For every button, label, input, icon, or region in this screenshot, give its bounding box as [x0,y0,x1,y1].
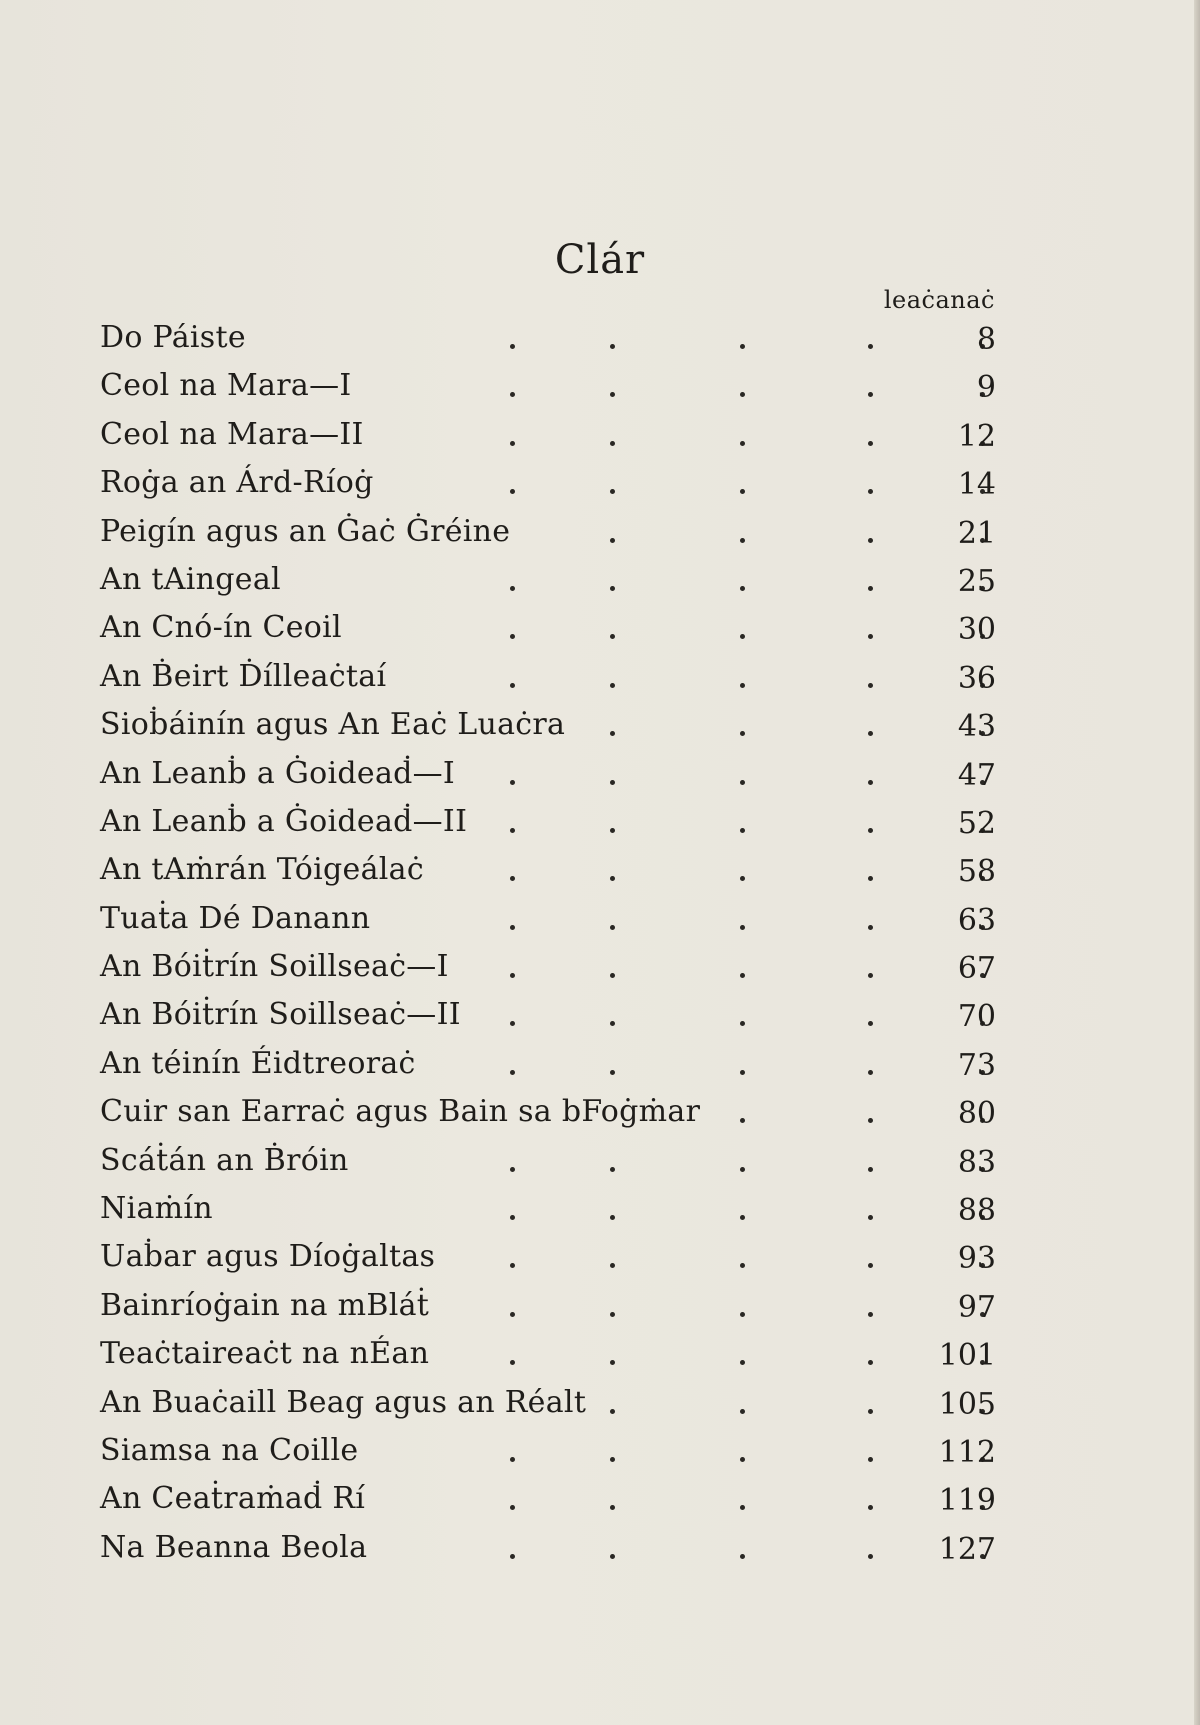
leader-dot [740,1505,745,1510]
toc-entry-title: An Buaċaill Beag agus an Réalt [100,1384,587,1420]
toc-entry-title: Roġa an Árd-Ríoġ [100,465,374,501]
leader-dot [868,683,873,688]
toc-entry-page: 30 [957,612,996,648]
leader-dot [510,441,515,446]
toc-entry-title: Tuaṫa Dé Danann [100,900,371,936]
leader-dot [740,1360,745,1365]
leader-dot [868,1215,873,1220]
leader-dot [740,1118,745,1123]
toc-entry-page: 83 [957,1144,996,1180]
leader-dot [868,1263,873,1268]
toc-entry-page: 21 [957,515,996,551]
toc-entry-page: 88 [957,1193,996,1229]
leader-dot [740,1554,745,1559]
toc-entry-title: Ceol na Mara—I [100,368,352,404]
toc-entry [100,750,996,798]
leader-dot [868,538,873,543]
leader-dot [510,973,515,978]
toc-entry-title: Teaċtaireaċt na nÉan [100,1336,430,1372]
leader-dot [510,1263,515,1268]
leader-dot [740,586,745,591]
toc-entry [100,1040,996,1088]
toc-entry-page: 47 [957,757,996,793]
leader-dot [610,1215,615,1220]
leader-dot [740,1263,745,1268]
leader-dot [510,489,515,494]
leader-dot [610,1312,615,1317]
leader-dot [868,392,873,397]
leader-dot [510,780,515,785]
toc-entry-title: Ceol na Mara—II [100,416,364,452]
toc-entry-title: An Bóiṫrín Soillseaċ—I [100,949,449,985]
leader-dot [740,1167,745,1172]
leader-dot [510,1312,515,1317]
toc-entry-page: 73 [957,1047,996,1083]
leader-dot [510,1215,515,1220]
leader-dot [740,973,745,978]
leader-dot [610,392,615,397]
leader-dot [740,925,745,930]
toc-entry-page: 70 [957,999,996,1035]
toc-entry [100,991,996,1039]
toc-entry-page: 112 [938,1434,996,1470]
leader-dot [610,1360,615,1365]
toc-entry [100,1524,996,1572]
toc-entry [100,943,996,991]
leader-dot [510,634,515,639]
toc-entry-title: Peigín agus an Ġaċ Ġréine [100,513,511,549]
toc-entry-title: Do Páiste [100,320,246,355]
leader-dot [510,1167,515,1172]
toc-entry-page: 12 [957,418,996,454]
leader-dot [610,586,615,591]
toc-entry-title: Niaṁín [100,1191,213,1227]
leader-dot [868,1167,873,1172]
leader-dot [868,731,873,736]
leader-dot [510,1021,515,1026]
toc-entry [100,846,996,894]
toc-entry-title: An téinín Éidtreoraċ [100,1045,416,1081]
toc-entry-title: Bainríoġain na mBláṫ [100,1287,430,1323]
leader-dot [610,925,615,930]
leader-dot [610,441,615,446]
page-column-header: leaċanaċ [883,286,995,314]
leader-dot [868,586,873,591]
leader-dot [510,586,515,591]
leader-dot [610,1457,615,1462]
toc-entry-page: 36 [957,660,996,696]
leader-dot [510,876,515,881]
toc-entry [100,459,996,507]
leader-dot [610,683,615,688]
leader-dot [740,828,745,833]
leader-dot [868,876,873,881]
leader-dot [610,1070,615,1075]
leader-dot [740,1215,745,1220]
toc-entry-title: Scáṫán an Ḃróin [100,1142,349,1178]
leader-dot [510,683,515,688]
toc-entry [100,653,996,701]
toc-entry-page: 127 [938,1531,996,1567]
leader-dot [868,634,873,639]
leader-dot [510,392,515,397]
leader-dot [868,925,873,930]
leader-dot [868,828,873,833]
leader-dot [868,1070,873,1075]
leader-dot [510,1070,515,1075]
leader-dot [610,538,615,543]
leader-dot [610,1554,615,1559]
toc-entry-title: An Cnó-ín Ceoil [100,610,342,646]
toc-entry [100,1427,996,1475]
toc-entry [100,556,996,604]
leader-dot [510,828,515,833]
leader-dot [740,683,745,688]
toc-entry [100,362,996,410]
toc-entry [100,1185,996,1233]
leader-dot [610,634,615,639]
leader-dot [740,1409,745,1414]
leader-dot [740,489,745,494]
toc-entry-page: 8 [976,322,996,357]
leader-dot [740,876,745,881]
toc-entry-page: 101 [938,1338,996,1374]
leader-dot [510,1554,515,1559]
leader-dot [868,973,873,978]
toc-entry-title: An Leanḃ a Ġoideaḋ—II [100,803,468,839]
leader-dot [868,441,873,446]
toc-entry [100,508,996,556]
toc-entry-page: 58 [957,854,996,890]
leader-dot [510,1505,515,1510]
leader-dot [610,489,615,494]
toc-entry-title: An Bóiṫrín Soillseaċ—II [100,997,461,1033]
toc-entry-title: An Leanḃ a Ġoideaḋ—I [100,755,456,791]
toc-entry-page: 93 [957,1241,996,1277]
leader-dot [868,344,873,349]
toc-entry [100,604,996,652]
toc-entry [100,1282,996,1330]
toc-entry-page: 119 [938,1483,996,1519]
toc-entry [100,1475,996,1523]
leader-dot [610,1021,615,1026]
leader-dot [610,1409,615,1414]
toc-entry-page: 9 [976,370,996,406]
leader-dot [868,489,873,494]
toc-entry-page: 52 [957,805,996,841]
leader-dot [610,973,615,978]
toc-entry [100,798,996,846]
leader-dot [610,1167,615,1172]
toc-entry-page: 97 [957,1289,996,1325]
toc-entry-page: 67 [957,951,996,987]
leader-dot [740,441,745,446]
leader-dot [740,1021,745,1026]
leader-dot [510,1360,515,1365]
toc-entry-page: 25 [957,563,996,599]
leader-dot [740,538,745,543]
leader-dot [610,344,615,349]
toc-entry [100,701,996,749]
toc-entry-title: Na Beanna Beola [100,1529,368,1565]
leader-dot [740,1457,745,1462]
leader-dot [740,1312,745,1317]
toc-entry [100,895,996,943]
toc-entry-title: An tAṁrán Tóigeálaċ [100,852,424,888]
toc-entry-page: 14 [957,467,996,503]
leader-dot [868,1118,873,1123]
toc-entry-page: 63 [957,902,996,938]
leader-dot [510,344,515,349]
leader-dot [610,1505,615,1510]
toc-entry [100,1088,996,1136]
leader-dot [740,731,745,736]
toc-entry-title: Cuir san Earraċ agus Bain sa bFoġṁar [100,1094,701,1130]
toc-entry [100,1137,996,1185]
toc-entry [100,1233,996,1281]
leader-dot [868,780,873,785]
table-of-contents [100,314,996,1572]
toc-entry-title: An Ceaṫraṁaḋ Rí [100,1481,366,1517]
leader-dot [868,1505,873,1510]
leader-dot [740,392,745,397]
toc-entry [100,411,996,459]
toc-entry-page: 43 [957,709,996,745]
leader-dot [740,1070,745,1075]
toc-entry-title: An Ḃeirt Ḋílleaċtaí [100,658,387,694]
leader-dot [868,1457,873,1462]
leader-dot [868,1312,873,1317]
leader-dot [610,731,615,736]
leader-dot [610,876,615,881]
leader-dot [868,1554,873,1559]
toc-entry-title: An tAingeal [100,561,281,597]
toc-entry [100,1379,996,1427]
leader-dot [610,780,615,785]
leader-dot [510,1457,515,1462]
leader-dot [740,634,745,639]
toc-entry-page: 105 [938,1386,996,1422]
leader-dot [868,1360,873,1365]
toc-entry [100,1330,996,1378]
leader-dot [868,1409,873,1414]
toc-entry-page: 80 [957,1096,996,1132]
toc-entry [100,314,996,362]
leader-dot [740,780,745,785]
toc-entry-title: Siamsa na Coille [100,1432,359,1468]
leader-dot [610,1263,615,1268]
leader-dot [740,344,745,349]
leader-dot [868,1021,873,1026]
leader-dot [510,925,515,930]
toc-entry-title: Uaḃar agus Díoġaltas [100,1239,436,1275]
toc-entry-title: Sioḃáinín agus An Eaċ Luaċra [100,707,566,743]
leader-dot [610,828,615,833]
contents-heading: Clár [554,237,646,283]
